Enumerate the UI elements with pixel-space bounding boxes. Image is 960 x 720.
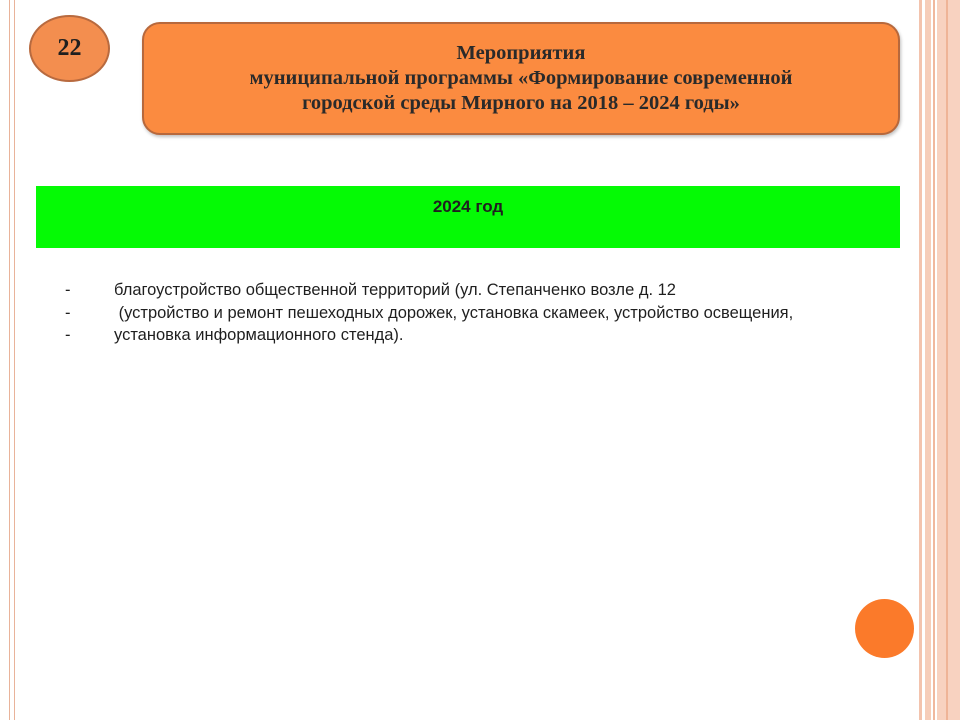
right-border-stripe bbox=[937, 0, 960, 720]
list-item-text: установка информационного стенда). bbox=[114, 326, 404, 344]
title-box bbox=[142, 22, 900, 135]
right-border-stripe bbox=[933, 0, 935, 720]
title-line-1: Мероприятия bbox=[456, 42, 586, 64]
decorative-circle bbox=[855, 599, 914, 658]
right-border-stripe bbox=[925, 0, 931, 720]
slide-number-badge bbox=[29, 15, 110, 82]
year-heading: 2024 год bbox=[432, 197, 504, 216]
right-border-stripe bbox=[946, 0, 948, 720]
left-frame-line bbox=[9, 0, 10, 720]
right-border-stripe bbox=[919, 0, 922, 720]
list-item bbox=[62, 281, 902, 304]
list-item-text: (устройство и ремонт пешеходных дорожек, установка скамеек, устройство освещения, bbox=[114, 303, 794, 322]
year-heading-bar bbox=[36, 186, 900, 248]
list-bullet: - bbox=[65, 326, 71, 344]
slide-number: 22 bbox=[57, 35, 82, 61]
list-bullet: - bbox=[65, 281, 71, 299]
left-frame-line-inner bbox=[14, 0, 15, 720]
activity-list bbox=[62, 281, 902, 349]
list-bullet: - bbox=[65, 303, 71, 322]
list-item-text: благоустройство общественной территорий (ул. Степанченко возле д. 12 bbox=[114, 281, 676, 299]
list-item bbox=[62, 304, 902, 327]
list-item bbox=[62, 326, 902, 349]
title-line-2: муниципальной программы «Формирование современной bbox=[249, 67, 793, 89]
title-line-3: городской среды Мирного на 2018 – 2024 годы» bbox=[302, 92, 740, 114]
